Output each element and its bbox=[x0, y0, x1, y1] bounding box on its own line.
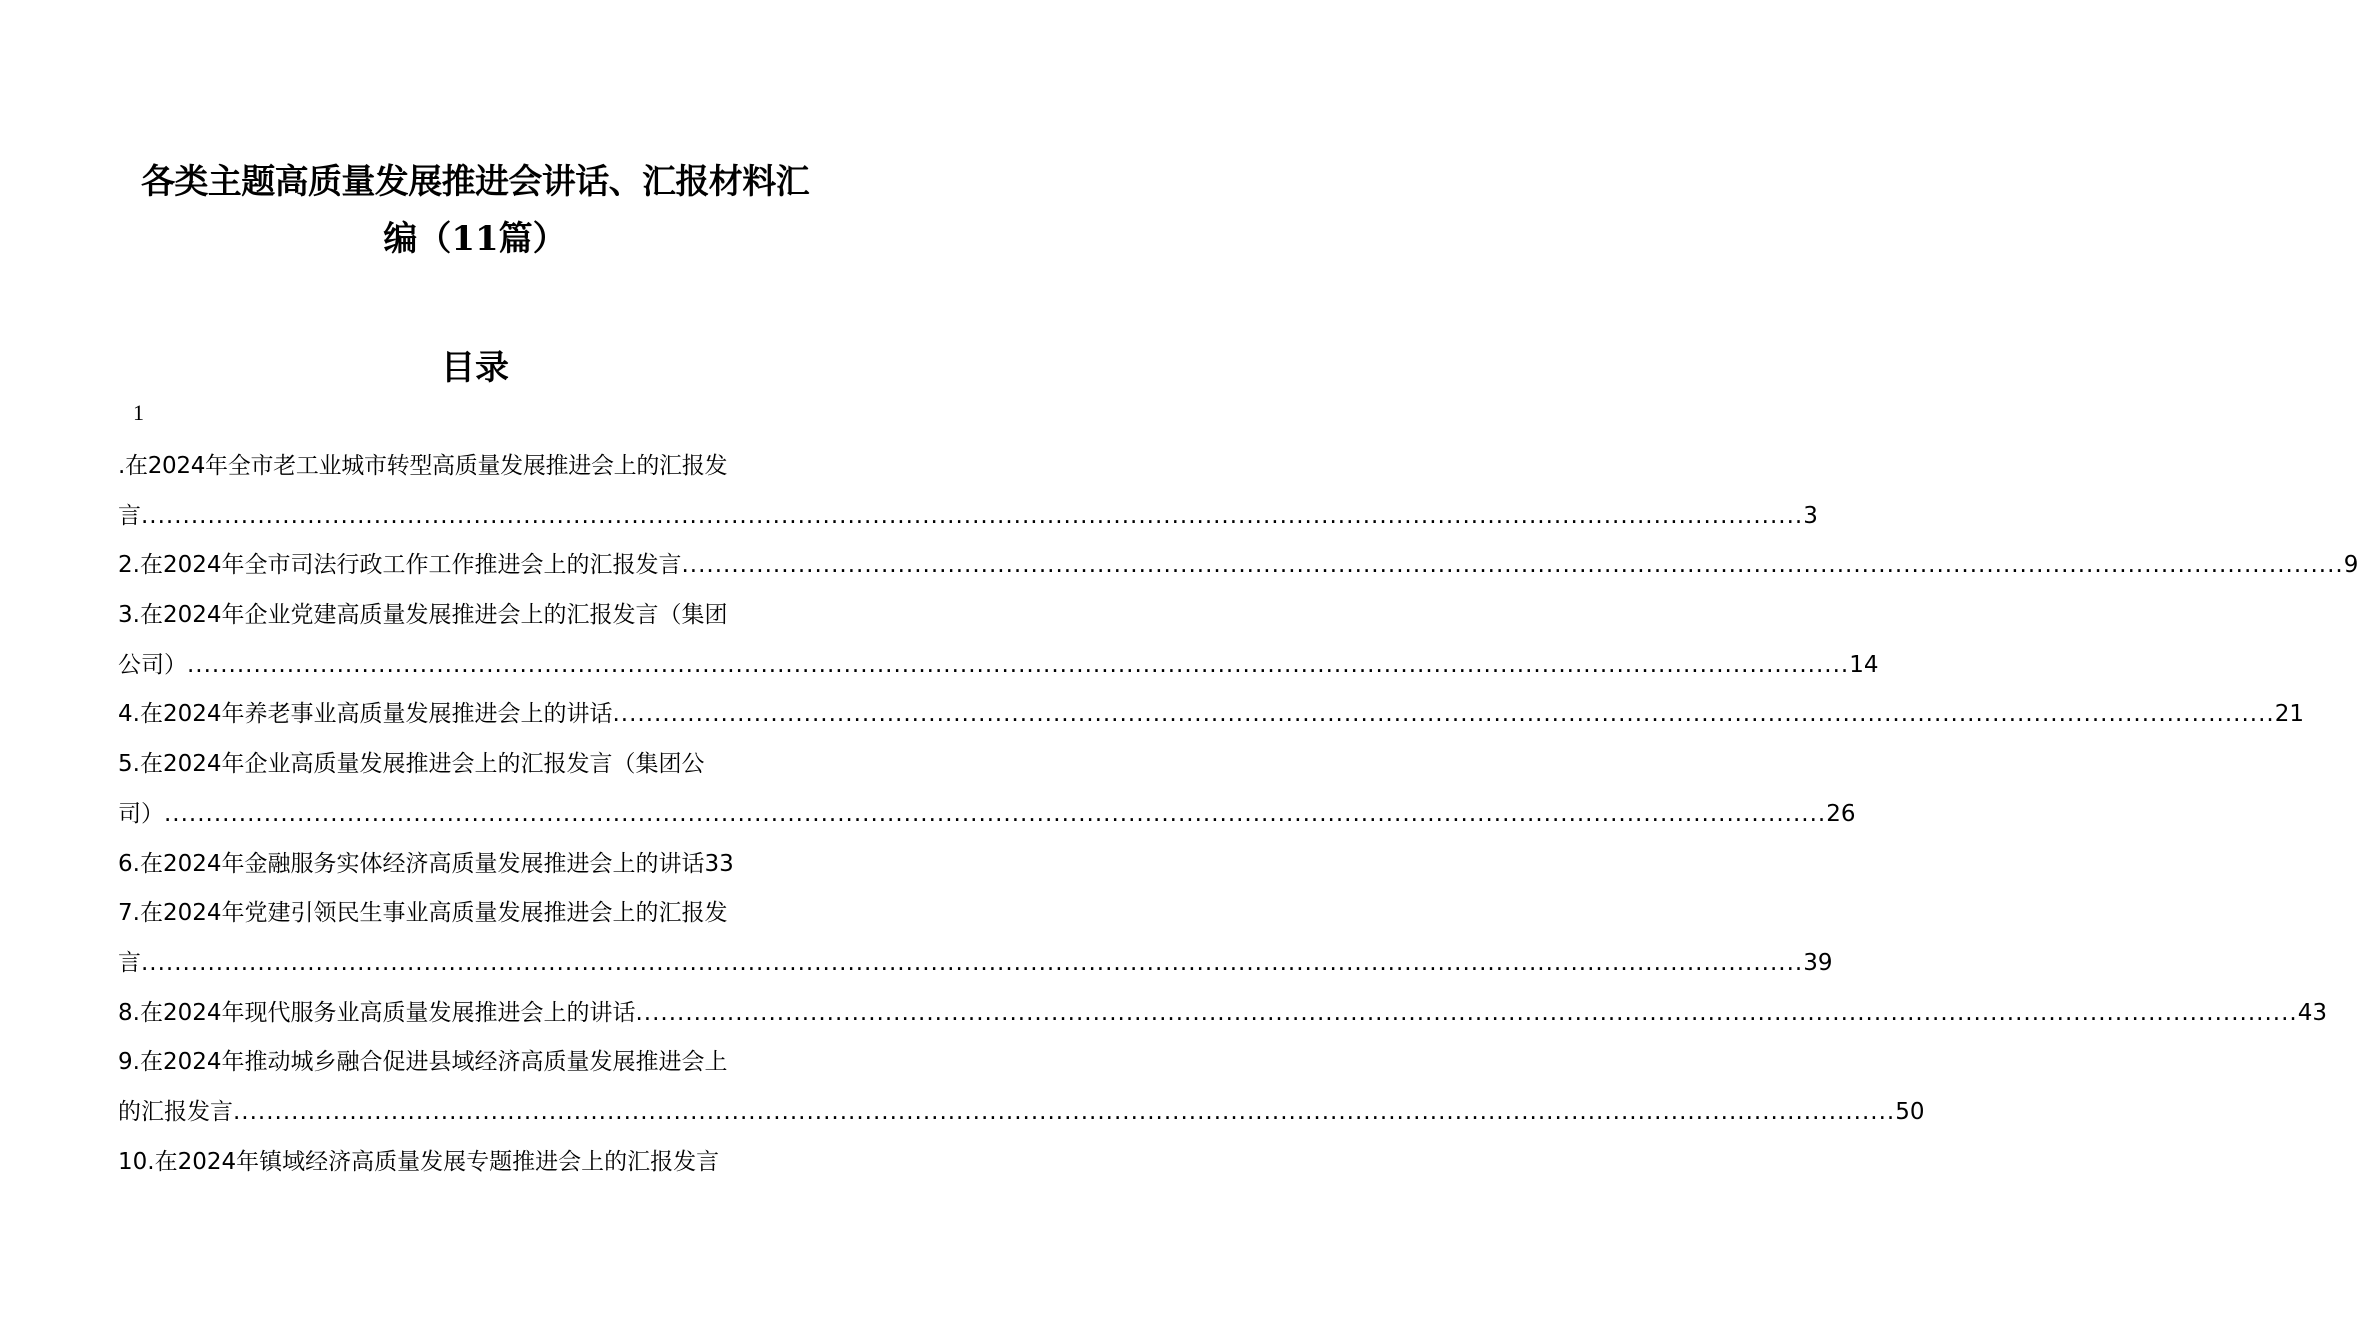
dot-leader: ........................................................................................................................................................................................................ bbox=[164, 800, 1827, 827]
toc-entry-9-cont[interactable]: 的汇报发言 ........................................................................................................................................................................................................ 50 bbox=[118, 1088, 824, 1138]
dot-leader: ........................................................................................................................................................................................................ bbox=[187, 651, 1850, 678]
toc-entry-9[interactable]: 9.在2024年推动城乡融合促进县域经济高质量发展推进会上 bbox=[118, 1049, 728, 1076]
dot-leader: ........................................................................................................................................................................................................ bbox=[681, 552, 2344, 579]
document-title-line2: 编（11篇） bbox=[383, 219, 567, 259]
document-title-line1: 各类主题高质量发展推进会讲话、汇报材料汇 bbox=[141, 162, 809, 202]
toc-entry-3-cont[interactable]: 公司） ........................................................................................................................................................................................................ 14 bbox=[118, 641, 824, 691]
dot-leader: ........................................................................................................................................................................................................ bbox=[635, 999, 2298, 1026]
toc-page-number: 9 bbox=[2343, 552, 2358, 579]
toc-page-number: 33 bbox=[704, 850, 734, 877]
dot-leader: ........................................................................................................................................................................................................ bbox=[233, 1098, 1896, 1125]
table-of-contents bbox=[118, 442, 2358, 1187]
dot-leader: ........................................................................................................................................................................................................ bbox=[141, 502, 1804, 529]
toc-entry-7[interactable]: 7.在2024年党建引领民生事业高质量发展推进会上的汇报发 bbox=[118, 900, 728, 927]
toc-entry-4[interactable]: 4.在2024年养老事业高质量发展推进会上的讲话 ........................................................................................................................................................................................................ 21 bbox=[118, 690, 824, 740]
toc-heading: 目录 bbox=[441, 348, 509, 388]
toc-entry-2[interactable]: 2.在2024年全市司法行政工作工作推进会上的汇报发言 ........................................................................................................................................................................................................ 9 bbox=[118, 541, 824, 591]
toc-page-number: 26 bbox=[1826, 800, 1856, 827]
toc-page-number: 43 bbox=[2297, 999, 2327, 1026]
toc-entry-7-cont[interactable]: 言 ........................................................................................................................................................................................................ 39 bbox=[118, 939, 824, 989]
toc-entry-5-cont[interactable]: 司） ........................................................................................................................................................................................................ 26 bbox=[118, 790, 824, 840]
toc-entry-1[interactable]: .在2024年全市老工业城市转型高质量发展推进会上的汇报发 bbox=[118, 453, 728, 479]
toc-entry-3[interactable]: 3.在2024年企业党建高质量发展推进会上的汇报发言（集团 bbox=[118, 602, 728, 629]
dot-leader: ........................................................................................................................................................................................................ bbox=[612, 701, 2275, 728]
toc-page-number: 21 bbox=[2274, 701, 2304, 728]
toc-entry-8[interactable]: 8.在2024年现代服务业高质量发展推进会上的讲话 ........................................................................................................................................................................................................ 43 bbox=[118, 989, 824, 1039]
toc-entry-6[interactable]: 6.在2024年金融服务实体经济高质量发展推进会上的讲话 33 bbox=[118, 840, 824, 890]
toc-page-number: 3 bbox=[1803, 502, 1818, 529]
dot-leader: ........................................................................................................................................................................................................ bbox=[141, 949, 1804, 976]
toc-first-number: 1 bbox=[133, 400, 144, 425]
toc-entry-1-cont[interactable]: 言 ........................................................................................................................................................................................................ 3 bbox=[118, 492, 824, 542]
toc-entry-5[interactable]: 5.在2024年企业高质量发展推进会上的汇报发言（集团公 bbox=[118, 751, 705, 778]
toc-entry-10[interactable]: 10.在2024年镇域经济高质量发展专题推进会上的汇报发言 bbox=[118, 1148, 720, 1175]
toc-page-number: 50 bbox=[1895, 1098, 1925, 1125]
toc-page-number: 14 bbox=[1849, 651, 1879, 678]
toc-page-number: 39 bbox=[1803, 949, 1833, 976]
